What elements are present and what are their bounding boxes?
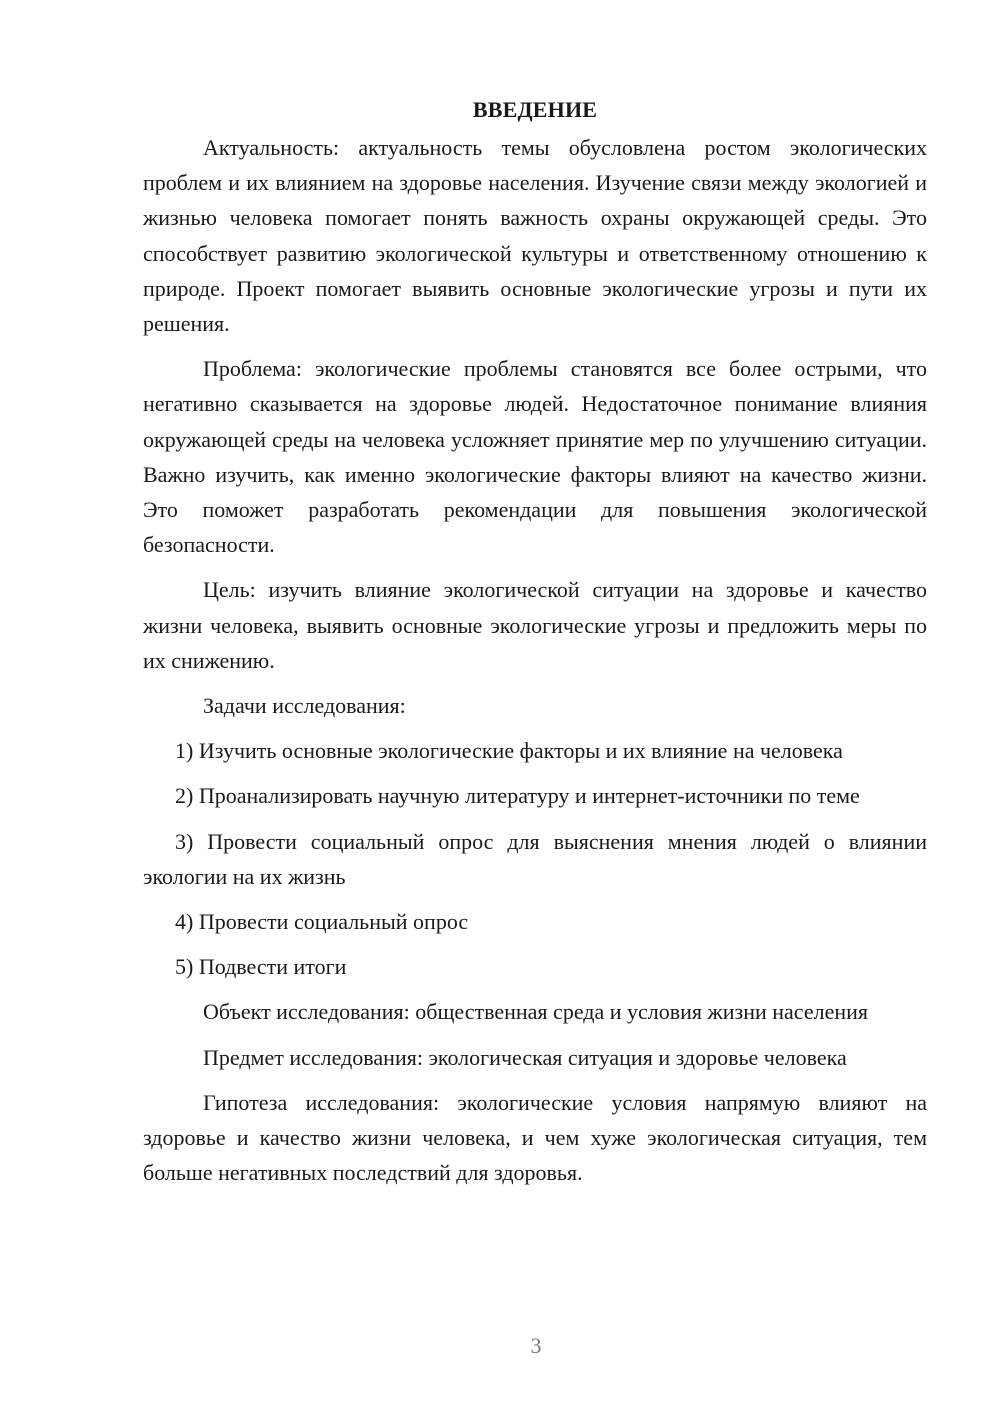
problem-paragraph: Проблема: экологические проблемы становятся все более острыми, что негативно сказывается на здоровье людей. Недостаточное понимание влияния окружающей среды на человека усложняет принятие мер по улучшению ситуации. Важно изучить, как именно экологические факторы влияют на качество жизни. Это поможет разработать рекомендации для повышения экологической безопасности.: [143, 356, 927, 558]
task-item: 3) Провести социальный опрос для выяснения мнения людей о влиянии экологии на их жизнь: [143, 828, 927, 889]
goal-paragraph: Цель: изучить влияние экологической ситуации на здоровье и качество жизни человека, выявить основные экологические угрозы и предложить меры по их снижению.: [143, 577, 927, 673]
document-page: [143, 92, 927, 1200]
task-item: 5) Подвести итоги: [175, 954, 347, 980]
tasks-heading: Задачи исследования:: [203, 693, 406, 719]
task-item: 2) Проанализировать научную литературу и интернет-источники по теме: [175, 783, 860, 809]
subject-paragraph: Предмет исследования: экологическая ситуация и здоровье человека: [203, 1044, 847, 1070]
section-title: ВВЕДЕНИЕ: [472, 97, 598, 122]
page-number: 3: [530, 1333, 542, 1358]
task-item: 1) Изучить основные экологические факторы и их влияние на человека: [175, 738, 843, 764]
hypothesis-paragraph: Гипотеза исследования: экологические условия напрямую влияют на здоровье и качество жизни человека, и чем хуже экологическая ситуация, тем больше негативных последствий для здоровья.: [143, 1089, 927, 1186]
task-item: 4) Провести социальный опрос: [175, 909, 469, 935]
relevance-paragraph: Актуальность: актуальность темы обусловлена ростом экологических проблем и их влиянием на здоровье населения. Изучение связи между экологией и жизнью человека помогает понять важность охраны окружающей среды. Это способствует развитию экологической культуры и ответственному отношению к природе. Проект помогает выявить основные экологические угрозы и пути их решения.: [143, 135, 927, 337]
object-paragraph: Объект исследования: общественная среда и условия жизни населения: [203, 999, 869, 1025]
